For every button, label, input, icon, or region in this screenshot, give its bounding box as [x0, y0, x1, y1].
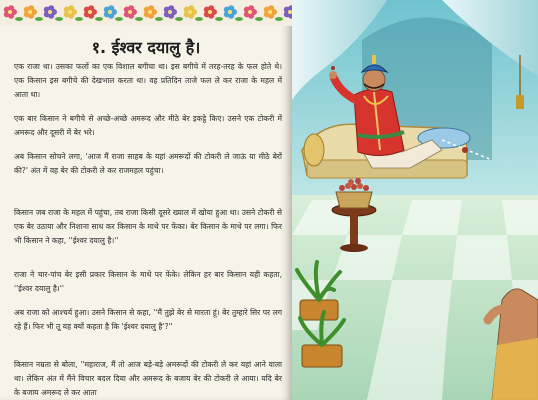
flower-center: [88, 10, 92, 14]
paragraph-1: एक राजा था। उसका फलों का एक विशाल बगीचा था। इस बगीचे में तरह-तरह के फल होते थे। एक किसान इस बगीचे की देखभाल करता था। वह प्रतिदिन ताजे फल ले कर राजा के महल में आता था।: [14, 62, 282, 99]
paragraph-7: किसान नम्रता से बोला, ''महाराज, मैं तो आज बड़े-बड़े अमरूदों की टोकरी ले कर यहां आने वाला था। लेकिन अंत में मैंने विचार बदल दिया और अमरूद के बजाय बेर की टोकरी ले आया। यदि बेर के बजाय अमरूद ले कर आता: [14, 360, 282, 397]
flower-leaf: [155, 17, 163, 21]
tassel: [516, 95, 524, 109]
flower-leaf: [35, 17, 43, 21]
flower-leaf: [135, 17, 143, 21]
flower-border: [0, 0, 292, 26]
flying-ber: [462, 147, 468, 153]
flower-center: [68, 10, 72, 14]
paragraph-6: अब राजा को आश्चर्य हुआ। उसने किसान से कहा, ''मैं तुझे बेर से मारता हूं। बेर तुम्हारे सिर पर लग रहे हैं। फिर भी तू यह क्यों कहता है कि 'ईश्वर दयालु है'?'': [14, 308, 282, 331]
paragraph-2: एक बार किसान ने बगीचे से अच्छे-अच्छे अमरूद और मीठे बेर इकट्ठे किए। उसने एक टोकरी में अमरूद और दूसरी में बेर भरे।: [14, 114, 282, 137]
flower-leaf: [95, 17, 103, 21]
flower-leaf: [275, 17, 283, 21]
flower-center: [208, 10, 212, 14]
flower-leaf: [195, 17, 203, 21]
paragraph-5: राजा ने चार-पांच बेर इसी प्रकार किसान के माथे पर फेंके। लेकिन हर बार किसान यही कहता, ''ईश्वर दयालु है।'': [14, 270, 282, 293]
paragraph-3: अब किसान सोचने लगा, 'आज मैं राजा साहब के यहां अमरूदों की टोकरी ले जाऊं या मीठे बेरों की?' अंत में वह बेर की टोकरी ले कर राजमहल पहुंचा।: [14, 152, 282, 175]
flower-center: [228, 10, 232, 14]
ber-fruit-in-hand: [331, 66, 335, 70]
flower-center: [28, 10, 32, 14]
king-illustration: [292, 0, 538, 400]
flower-center: [168, 10, 172, 14]
chapter-title: १. ईश्वर दयालु है।: [91, 38, 201, 57]
flower-center: [128, 10, 132, 14]
flower-leaf: [235, 17, 243, 21]
illustration-page: [292, 0, 538, 400]
flower-center: [188, 10, 192, 14]
flower-leaf: [55, 17, 63, 21]
flower-center: [108, 10, 112, 14]
flower-center: [8, 10, 12, 14]
flower-leaf: [75, 17, 83, 21]
flower-center: [268, 10, 272, 14]
flower-leaf: [115, 17, 123, 21]
flower-leaf: [215, 17, 223, 21]
flower-center: [48, 10, 52, 14]
flower-leaf: [15, 17, 23, 21]
paragraph-4: किसान जब राजा के महल में पहुंचा, तब राजा किसी दूसरे ख्याल में खोया हुआ था। उसने टोकरी से एक बेर उठाया और निशाना साध कर किसान के माथे पर फेंका। बेर किसान के माथे पर लगा। फिर भी किसान ने कहा, ''ईश्वर दयालु है।'': [14, 208, 282, 245]
flower-center: [148, 10, 152, 14]
flower-leaf: [175, 17, 183, 21]
flower-center: [248, 10, 252, 14]
flower-leaf: [255, 17, 263, 21]
